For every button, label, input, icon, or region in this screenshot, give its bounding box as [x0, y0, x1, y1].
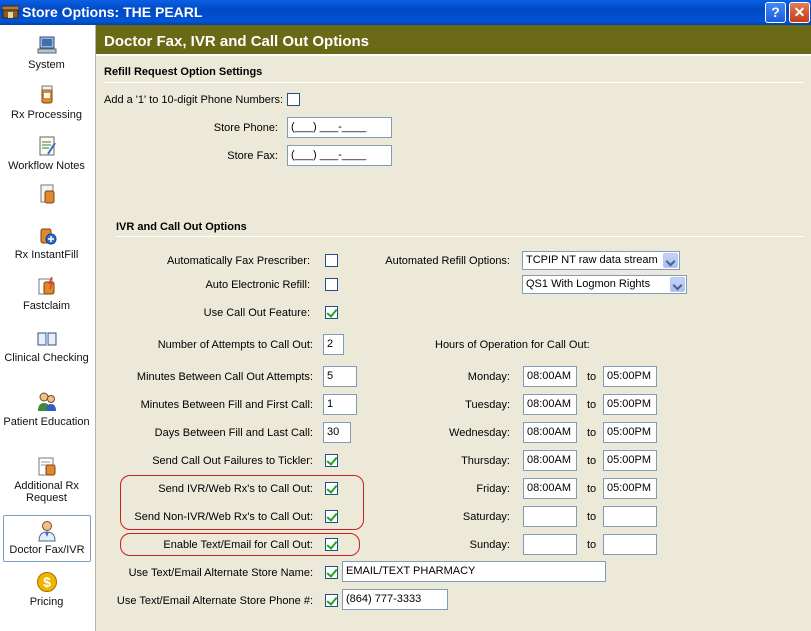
- instantfill-icon: [36, 224, 58, 246]
- send-ivr-label: Send IVR/Web Rx's to Call Out:: [158, 483, 313, 495]
- sidebar-item-document[interactable]: [0, 183, 93, 208]
- section-divider: [104, 82, 804, 83]
- sidebar-item-fastclaim[interactable]: [0, 275, 93, 312]
- pricing-icon: [36, 571, 58, 593]
- failures-tickler-label: Send Call Out Failures to Tickler:: [152, 455, 313, 467]
- logmon-value: QS1 With Logmon Rights: [526, 278, 651, 290]
- alt-phone-input[interactable]: (864) 777-3333: [342, 589, 448, 610]
- to-time-input[interactable]: 05:00PM: [603, 450, 657, 471]
- options-panel: [96, 25, 811, 631]
- sidebar-item-system[interactable]: [0, 34, 93, 71]
- sidebar-item-clinical-checking[interactable]: [0, 327, 93, 364]
- hours-label: Hours of Operation for Call Out:: [435, 339, 590, 351]
- from-time-input[interactable]: 08:00AM: [523, 394, 577, 415]
- sidebar-item-label: Clinical Checking: [4, 352, 89, 364]
- automated-refill-value: TCPIP NT raw data stream: [526, 254, 658, 266]
- refill-section-title: Refill Request Option Settings: [104, 66, 263, 78]
- close-button[interactable]: ✕: [789, 2, 810, 23]
- sidebar-item-label: Doctor Fax/IVR: [9, 544, 85, 556]
- sidebar-item-workflow-notes[interactable]: [0, 135, 93, 172]
- auto-fax-label: Automatically Fax Prescriber:: [166, 255, 310, 267]
- sidebar-item-rx-processing[interactable]: [0, 84, 93, 121]
- automated-refill-label: Automated Refill Options:: [385, 255, 510, 267]
- ivr-section-title: IVR and Call Out Options: [116, 221, 247, 233]
- add-one-label: Add a '1' to 10-digit Phone Numbers:: [104, 94, 284, 106]
- minutes-between-input[interactable]: 5: [323, 366, 357, 387]
- day-label: Saturday:: [462, 511, 510, 523]
- to-time-input[interactable]: [603, 506, 657, 527]
- day-label: Monday:: [467, 371, 510, 383]
- minutes-fill-first-label: Minutes Between Fill and First Call:: [140, 399, 313, 411]
- day-label: Thursday:: [461, 455, 510, 467]
- minutes-fill-first-input[interactable]: 1: [323, 394, 357, 415]
- from-time-input[interactable]: [523, 506, 577, 527]
- section-divider: [116, 236, 804, 237]
- from-time-input[interactable]: [523, 534, 577, 555]
- from-time-input[interactable]: 08:00AM: [523, 478, 577, 499]
- from-time-input[interactable]: 08:00AM: [523, 422, 577, 443]
- day-label: Sunday:: [469, 539, 510, 551]
- store-fax-input[interactable]: (___) ___-____: [287, 145, 392, 166]
- to-time-input[interactable]: [603, 534, 657, 555]
- to-label: to: [587, 455, 597, 467]
- send-nonivr-label: Send Non-IVR/Web Rx's to Call Out:: [134, 511, 313, 523]
- alt-phone-checkbox[interactable]: [325, 594, 338, 607]
- sidebar-item-patient-education[interactable]: [0, 391, 93, 428]
- to-label: to: [587, 427, 597, 439]
- to-time-input[interactable]: 05:00PM: [603, 394, 657, 415]
- enable-text-checkbox[interactable]: [325, 538, 338, 551]
- sidebar-item-label: Additional Rx Request: [14, 480, 79, 504]
- clinical-checking-icon: [36, 327, 58, 349]
- alt-name-input[interactable]: EMAIL/TEXT PHARMACY: [342, 561, 606, 582]
- window-titlebar: [0, 0, 811, 25]
- sidebar-item-label: Rx Processing: [11, 109, 82, 121]
- to-time-input[interactable]: 05:00PM: [603, 422, 657, 443]
- alt-name-label: Use Text/Email Alternate Store Name:: [128, 567, 313, 579]
- use-callout-checkbox[interactable]: [325, 306, 338, 319]
- sidebar-item-doctor-fax-ivr[interactable]: [3, 515, 91, 562]
- patient-education-icon: [36, 391, 58, 413]
- to-label: to: [587, 483, 597, 495]
- minutes-between-label: Minutes Between Call Out Attempts:: [136, 371, 313, 383]
- sidebar-item-label: System: [28, 59, 65, 71]
- sidebar-item-label: Pricing: [29, 596, 64, 608]
- auto-fax-checkbox[interactable]: [325, 254, 338, 267]
- svg-text:$: $: [42, 574, 51, 590]
- workflow-notes-icon: [36, 135, 58, 157]
- day-label: Tuesday:: [465, 399, 510, 411]
- to-label: to: [587, 371, 597, 383]
- sidebar-item-label: Patient Education: [3, 416, 90, 428]
- day-label: Wednesday:: [449, 427, 510, 439]
- rx-processing-icon: [36, 84, 58, 106]
- alt-phone-label: Use Text/Email Alternate Store Phone #:: [116, 595, 313, 607]
- enable-text-label: Enable Text/Email for Call Out:: [163, 539, 313, 551]
- auto-erefill-label: Auto Electronic Refill:: [205, 279, 310, 291]
- fastclaim-icon: [36, 275, 58, 297]
- chevron-down-icon[interactable]: [670, 277, 685, 292]
- attempts-label: Number of Attempts to Call Out:: [157, 339, 313, 351]
- store-phone-label: Store Phone:: [213, 122, 278, 134]
- system-icon: [36, 34, 58, 56]
- add-one-checkbox[interactable]: [287, 93, 300, 106]
- to-time-input[interactable]: 05:00PM: [603, 478, 657, 499]
- store-fax-label: Store Fax:: [227, 150, 278, 162]
- to-label: to: [587, 511, 597, 523]
- sidebar-item-label: Fastclaim: [22, 300, 71, 312]
- sidebar-item-label: Workflow Notes: [8, 160, 85, 172]
- additional-rx-icon: [36, 455, 58, 477]
- to-label: to: [587, 399, 597, 411]
- day-label: Friday:: [476, 483, 510, 495]
- use-callout-label: Use Call Out Feature:: [203, 307, 310, 319]
- send-nonivr-checkbox[interactable]: [325, 510, 338, 523]
- store-phone-input[interactable]: (___) ___-____: [287, 117, 392, 138]
- sidebar-item-pricing[interactable]: [0, 571, 93, 608]
- alt-name-checkbox[interactable]: [325, 566, 338, 579]
- page-title: Doctor Fax, IVR and Call Out Options: [96, 25, 811, 56]
- store-icon: [2, 4, 19, 19]
- send-ivr-checkbox[interactable]: [325, 482, 338, 495]
- document-icon: [36, 183, 58, 205]
- doctor-fax-icon: [36, 520, 58, 542]
- to-label: to: [587, 539, 597, 551]
- from-time-input[interactable]: 08:00AM: [523, 450, 577, 471]
- help-button[interactable]: ?: [765, 2, 786, 23]
- failures-tickler-checkbox[interactable]: [325, 454, 338, 467]
- attempts-input[interactable]: 2: [323, 334, 344, 355]
- window-title: Store Options: THE PEARL: [22, 4, 203, 20]
- sidebar-item-label: Rx InstantFill: [14, 249, 79, 261]
- logmon-select[interactable]: [522, 275, 687, 294]
- automated-refill-select[interactable]: [522, 251, 680, 270]
- options-sidebar: [0, 25, 96, 631]
- to-time-input[interactable]: 05:00PM: [603, 366, 657, 387]
- days-fill-last-label: Days Between Fill and Last Call:: [154, 427, 313, 439]
- auto-erefill-checkbox[interactable]: [325, 278, 338, 291]
- days-fill-last-input[interactable]: 30: [323, 422, 351, 443]
- chevron-down-icon[interactable]: [663, 253, 678, 268]
- sidebar-item-additional-rx-request[interactable]: [0, 455, 93, 504]
- from-time-input[interactable]: 08:00AM: [523, 366, 577, 387]
- sidebar-item-rx-instantfill[interactable]: [0, 224, 93, 261]
